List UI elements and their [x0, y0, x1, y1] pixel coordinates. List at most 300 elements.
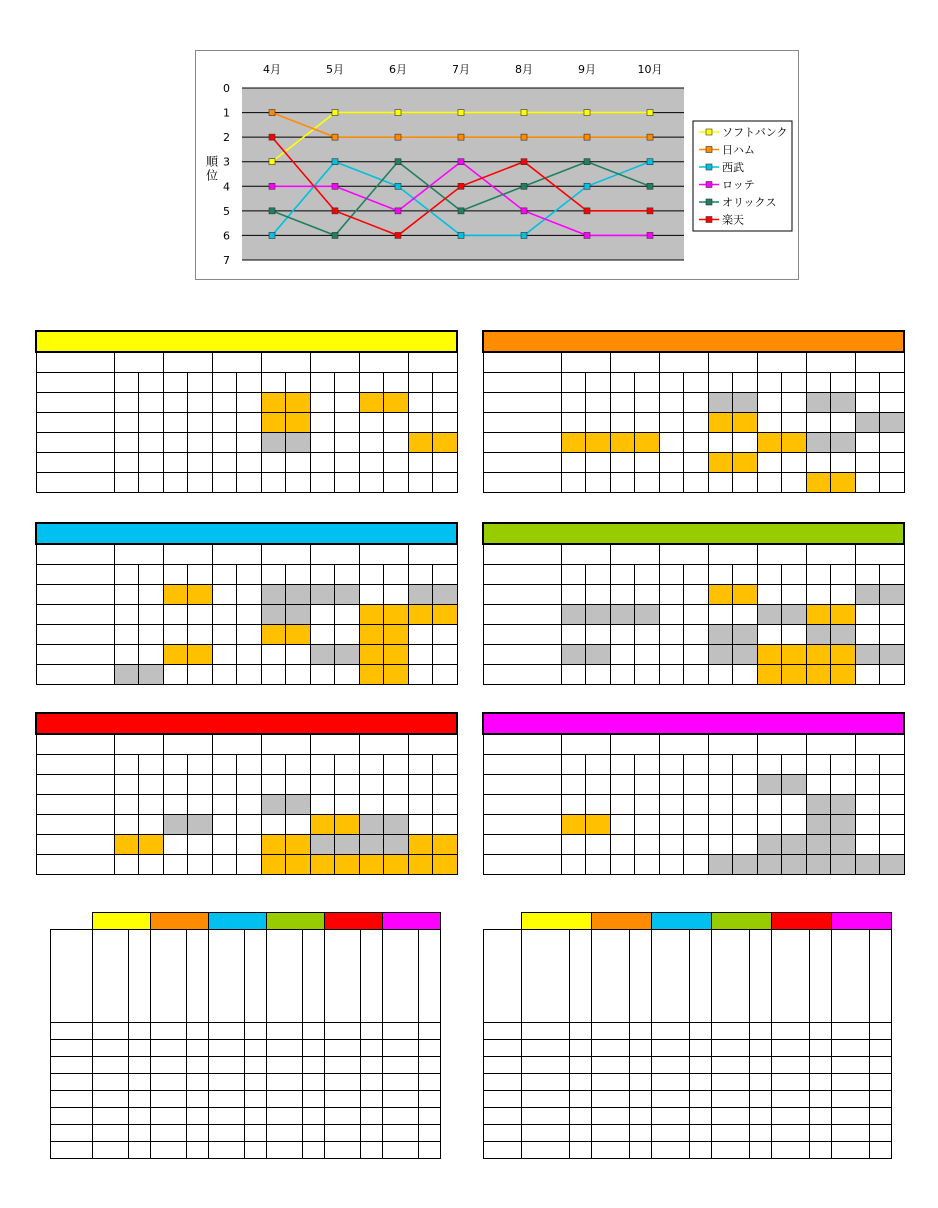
opponent-label	[483, 665, 561, 685]
win-cell	[708, 473, 733, 493]
win-cell	[757, 855, 782, 875]
win-cell	[310, 453, 335, 473]
team-header	[267, 913, 325, 930]
win-header	[359, 755, 384, 775]
table-row	[36, 393, 457, 413]
rank-value	[750, 1057, 772, 1074]
team-header	[209, 913, 267, 930]
stat-value	[93, 1091, 129, 1108]
rank-subheader	[187, 930, 209, 1023]
win-cell	[757, 605, 782, 625]
loss-cell	[286, 473, 311, 493]
loss-cell	[237, 585, 262, 605]
win-cell	[408, 625, 433, 645]
stat-subheader	[325, 930, 361, 1023]
win-header	[114, 373, 139, 393]
opponent-label	[36, 413, 114, 433]
stat-value	[383, 1040, 419, 1057]
month-label	[51, 1040, 93, 1057]
win-cell	[708, 665, 733, 685]
rank-value	[750, 1074, 772, 1091]
stat-value	[592, 1023, 630, 1040]
loss-cell	[433, 433, 458, 453]
loss-cell	[635, 625, 660, 645]
win-cell	[561, 605, 586, 625]
y-axis-label-char: 位	[205, 168, 219, 183]
rank-value	[750, 1125, 772, 1142]
win-cell	[261, 815, 286, 835]
data-point	[332, 232, 338, 238]
loss-cell	[880, 835, 905, 855]
win-cell	[212, 413, 237, 433]
loss-cell	[139, 665, 164, 685]
win-cell	[310, 413, 335, 433]
loss-cell	[237, 645, 262, 665]
win-cell	[212, 393, 237, 413]
loss-cell	[733, 413, 758, 433]
win-cell	[561, 625, 586, 645]
win-cell	[610, 815, 635, 835]
stat-value	[712, 1040, 750, 1057]
win-cell	[855, 795, 880, 815]
win-cell	[261, 645, 286, 665]
y-tick-label: 3	[223, 155, 230, 169]
rank-value	[187, 1023, 209, 1040]
loss-cell	[831, 453, 856, 473]
stat-value	[383, 1108, 419, 1125]
table-row	[36, 585, 457, 605]
win-header	[163, 565, 188, 585]
loss-header	[586, 755, 611, 775]
loss-cell	[831, 605, 856, 625]
rank-subheader	[129, 930, 151, 1023]
data-point	[332, 134, 338, 140]
stat-subheader	[209, 930, 245, 1023]
rank-value	[690, 1074, 712, 1091]
month-header	[757, 544, 806, 565]
rank-value	[361, 1091, 383, 1108]
rank-value	[419, 1091, 441, 1108]
win-cell	[163, 815, 188, 835]
win-cell	[359, 665, 384, 685]
loss-header	[782, 755, 807, 775]
rank-subheader	[750, 930, 772, 1023]
loss-cell	[384, 585, 409, 605]
win-cell	[561, 835, 586, 855]
loss-cell	[831, 835, 856, 855]
opponent-label	[36, 775, 114, 795]
win-cell	[561, 815, 586, 835]
rank-value	[129, 1091, 151, 1108]
loss-cell	[782, 453, 807, 473]
win-cell	[408, 855, 433, 875]
table-row	[483, 835, 904, 855]
win-cell	[114, 855, 139, 875]
rank-value	[570, 1023, 592, 1040]
loss-cell	[586, 413, 611, 433]
loss-header	[733, 373, 758, 393]
header-blank	[36, 352, 114, 373]
header-blank	[36, 734, 114, 755]
loss-cell	[335, 413, 360, 433]
win-cell	[561, 433, 586, 453]
win-header	[261, 565, 286, 585]
stat-value	[93, 1074, 129, 1091]
win-cell	[610, 433, 635, 453]
loss-header	[335, 565, 360, 585]
win-cell	[212, 473, 237, 493]
month-header	[855, 734, 904, 755]
loss-cell	[188, 665, 213, 685]
data-point	[332, 159, 338, 165]
loss-cell	[335, 645, 360, 665]
loss-cell	[286, 665, 311, 685]
stat-subheader	[522, 930, 570, 1023]
win-cell	[610, 665, 635, 685]
table-row	[36, 835, 457, 855]
y-tick-label: 6	[223, 229, 230, 243]
table-row	[51, 1125, 441, 1142]
loss-cell	[188, 605, 213, 625]
win-cell	[757, 795, 782, 815]
win-cell	[659, 413, 684, 433]
stat-value	[652, 1142, 690, 1159]
win-cell	[408, 645, 433, 665]
loss-header	[635, 755, 660, 775]
win-cell	[114, 625, 139, 645]
win-cell	[359, 775, 384, 795]
rank-value	[187, 1142, 209, 1159]
stat-value	[522, 1108, 570, 1125]
win-cell	[561, 855, 586, 875]
win-header	[408, 565, 433, 585]
loss-header	[139, 565, 164, 585]
month-label	[484, 1108, 522, 1125]
win-header	[408, 755, 433, 775]
month-header	[806, 352, 855, 373]
loss-cell	[384, 605, 409, 625]
stat-value	[772, 1074, 810, 1091]
rank-subheader	[570, 930, 592, 1023]
table-row	[484, 1057, 892, 1074]
stat-value	[383, 1023, 419, 1040]
loss-cell	[286, 815, 311, 835]
loss-header	[684, 565, 709, 585]
opponent-label	[483, 393, 561, 413]
data-point	[458, 134, 464, 140]
legend-marker	[706, 129, 712, 135]
data-point	[269, 183, 275, 189]
rank-value	[690, 1057, 712, 1074]
stat-value	[712, 1125, 750, 1142]
win-cell	[114, 645, 139, 665]
rank-subheader	[690, 930, 712, 1023]
data-point	[332, 208, 338, 214]
win-cell	[757, 585, 782, 605]
loss-cell	[188, 815, 213, 835]
rank-value	[129, 1057, 151, 1074]
win-header	[708, 565, 733, 585]
loss-cell	[684, 815, 709, 835]
month-label	[51, 1057, 93, 1074]
win-cell	[408, 393, 433, 413]
win-cell	[806, 815, 831, 835]
loss-cell	[831, 625, 856, 645]
month-label	[484, 1023, 522, 1040]
rank-value	[570, 1091, 592, 1108]
table-row	[36, 855, 457, 875]
rank-value	[630, 1057, 652, 1074]
rank-value	[750, 1108, 772, 1125]
stat-value	[832, 1040, 870, 1057]
rank-value	[245, 1057, 267, 1074]
rank-value	[810, 1057, 832, 1074]
opponent-label	[483, 835, 561, 855]
table-row	[36, 433, 457, 453]
table-row	[51, 1057, 441, 1074]
pitching-table	[483, 912, 892, 1159]
opponent-label	[36, 605, 114, 625]
month-label	[484, 1125, 522, 1142]
table-title	[36, 331, 457, 352]
stat-value	[383, 1057, 419, 1074]
table-row	[484, 1074, 892, 1091]
stat-value	[522, 1125, 570, 1142]
loss-cell	[188, 625, 213, 645]
loss-cell	[335, 605, 360, 625]
loss-cell	[880, 433, 905, 453]
loss-cell	[335, 835, 360, 855]
stat-value	[325, 1057, 361, 1074]
win-cell	[855, 473, 880, 493]
win-cell	[163, 585, 188, 605]
loss-cell	[433, 815, 458, 835]
win-header	[659, 373, 684, 393]
loss-cell	[635, 665, 660, 685]
loss-header	[880, 565, 905, 585]
month-header	[561, 734, 610, 755]
header-blank	[483, 544, 561, 565]
win-cell	[163, 645, 188, 665]
rank-value	[419, 1074, 441, 1091]
data-point	[269, 159, 275, 165]
win-cell	[708, 585, 733, 605]
win-header	[408, 373, 433, 393]
loss-cell	[335, 665, 360, 685]
win-cell	[708, 835, 733, 855]
loss-header	[782, 373, 807, 393]
loss-cell	[237, 775, 262, 795]
team-header	[652, 913, 712, 930]
loss-header	[880, 373, 905, 393]
loss-cell	[188, 585, 213, 605]
win-cell	[163, 855, 188, 875]
legend-label: オリックス	[722, 196, 777, 209]
loss-cell	[433, 835, 458, 855]
table-row	[483, 605, 904, 625]
stat-value	[712, 1108, 750, 1125]
loss-cell	[188, 453, 213, 473]
table-row	[36, 645, 457, 665]
win-cell	[855, 645, 880, 665]
win-cell	[806, 645, 831, 665]
y-tick-label: 1	[223, 106, 230, 120]
month-label	[484, 1057, 522, 1074]
table-row	[51, 1040, 441, 1057]
win-header	[261, 755, 286, 775]
win-header	[855, 373, 880, 393]
opponent-label	[483, 453, 561, 473]
stat-value	[652, 1040, 690, 1057]
loss-header	[237, 755, 262, 775]
header-blank	[36, 544, 114, 565]
loss-cell	[635, 645, 660, 665]
opponent-label	[36, 645, 114, 665]
legend-marker	[706, 199, 712, 205]
header-blank	[51, 913, 93, 930]
month-header	[359, 544, 408, 565]
loss-cell	[782, 393, 807, 413]
rank-value	[810, 1040, 832, 1057]
data-point	[395, 208, 401, 214]
loss-cell	[586, 795, 611, 815]
month-label	[51, 1125, 93, 1142]
stat-value	[652, 1108, 690, 1125]
loss-cell	[286, 795, 311, 815]
table-row	[36, 815, 457, 835]
win-cell	[855, 605, 880, 625]
loss-cell	[831, 585, 856, 605]
rank-value	[303, 1040, 325, 1057]
stat-value	[832, 1057, 870, 1074]
rank-value	[810, 1091, 832, 1108]
month-label	[51, 1142, 93, 1159]
loss-cell	[139, 453, 164, 473]
stat-value	[267, 1023, 303, 1040]
loss-cell	[782, 795, 807, 815]
loss-cell	[880, 393, 905, 413]
month-header	[708, 734, 757, 755]
loss-cell	[684, 645, 709, 665]
win-header	[806, 373, 831, 393]
team-matchup-table	[35, 522, 458, 685]
loss-header	[782, 565, 807, 585]
rank-value	[245, 1074, 267, 1091]
loss-cell	[384, 433, 409, 453]
stat-value	[772, 1125, 810, 1142]
loss-cell	[384, 815, 409, 835]
data-point	[584, 208, 590, 214]
month-label	[51, 1108, 93, 1125]
stat-value	[592, 1074, 630, 1091]
data-point	[458, 208, 464, 214]
loss-cell	[237, 625, 262, 645]
loss-cell	[880, 473, 905, 493]
x-tick-label: 7月	[452, 63, 470, 76]
rank-value	[630, 1125, 652, 1142]
loss-cell	[188, 795, 213, 815]
loss-cell	[188, 775, 213, 795]
table-row	[484, 1108, 892, 1125]
stat-value	[832, 1108, 870, 1125]
win-cell	[561, 393, 586, 413]
data-point	[521, 183, 527, 189]
win-cell	[659, 855, 684, 875]
win-header	[806, 755, 831, 775]
rank-value	[630, 1108, 652, 1125]
loss-cell	[286, 413, 311, 433]
month-header	[806, 734, 855, 755]
win-cell	[261, 795, 286, 815]
win-cell	[757, 775, 782, 795]
month-header	[855, 544, 904, 565]
loss-cell	[237, 665, 262, 685]
rank-value	[810, 1125, 832, 1142]
rank-value	[810, 1108, 832, 1125]
win-cell	[310, 795, 335, 815]
stat-subheader	[652, 930, 690, 1023]
win-cell	[261, 775, 286, 795]
loss-cell	[384, 645, 409, 665]
loss-header	[733, 755, 758, 775]
data-point	[458, 232, 464, 238]
stat-subheader	[772, 930, 810, 1023]
month-header	[212, 544, 261, 565]
loss-header	[188, 755, 213, 775]
data-point	[395, 134, 401, 140]
loss-cell	[831, 473, 856, 493]
win-cell	[561, 585, 586, 605]
loss-cell	[635, 775, 660, 795]
rank-value	[690, 1091, 712, 1108]
loss-header	[635, 565, 660, 585]
opponent-label	[483, 645, 561, 665]
stat-value	[522, 1023, 570, 1040]
win-cell	[659, 585, 684, 605]
rank-value	[419, 1142, 441, 1159]
win-cell	[212, 855, 237, 875]
loss-header	[733, 565, 758, 585]
loss-cell	[139, 605, 164, 625]
header-blank	[36, 565, 114, 585]
loss-cell	[880, 453, 905, 473]
loss-cell	[684, 795, 709, 815]
loss-cell	[586, 433, 611, 453]
loss-cell	[139, 433, 164, 453]
win-cell	[310, 665, 335, 685]
loss-cell	[733, 795, 758, 815]
win-cell	[310, 645, 335, 665]
month-header	[610, 544, 659, 565]
stat-value	[592, 1091, 630, 1108]
rank-value	[303, 1142, 325, 1159]
stat-value	[209, 1074, 245, 1091]
stat-value	[209, 1023, 245, 1040]
win-cell	[359, 605, 384, 625]
win-cell	[408, 835, 433, 855]
win-cell	[212, 433, 237, 453]
stat-value	[325, 1091, 361, 1108]
loss-cell	[335, 625, 360, 645]
win-cell	[806, 665, 831, 685]
month-header	[610, 352, 659, 373]
loss-cell	[335, 855, 360, 875]
stat-value	[832, 1074, 870, 1091]
loss-cell	[433, 665, 458, 685]
win-cell	[310, 433, 335, 453]
loss-cell	[286, 855, 311, 875]
rank-value	[570, 1040, 592, 1057]
